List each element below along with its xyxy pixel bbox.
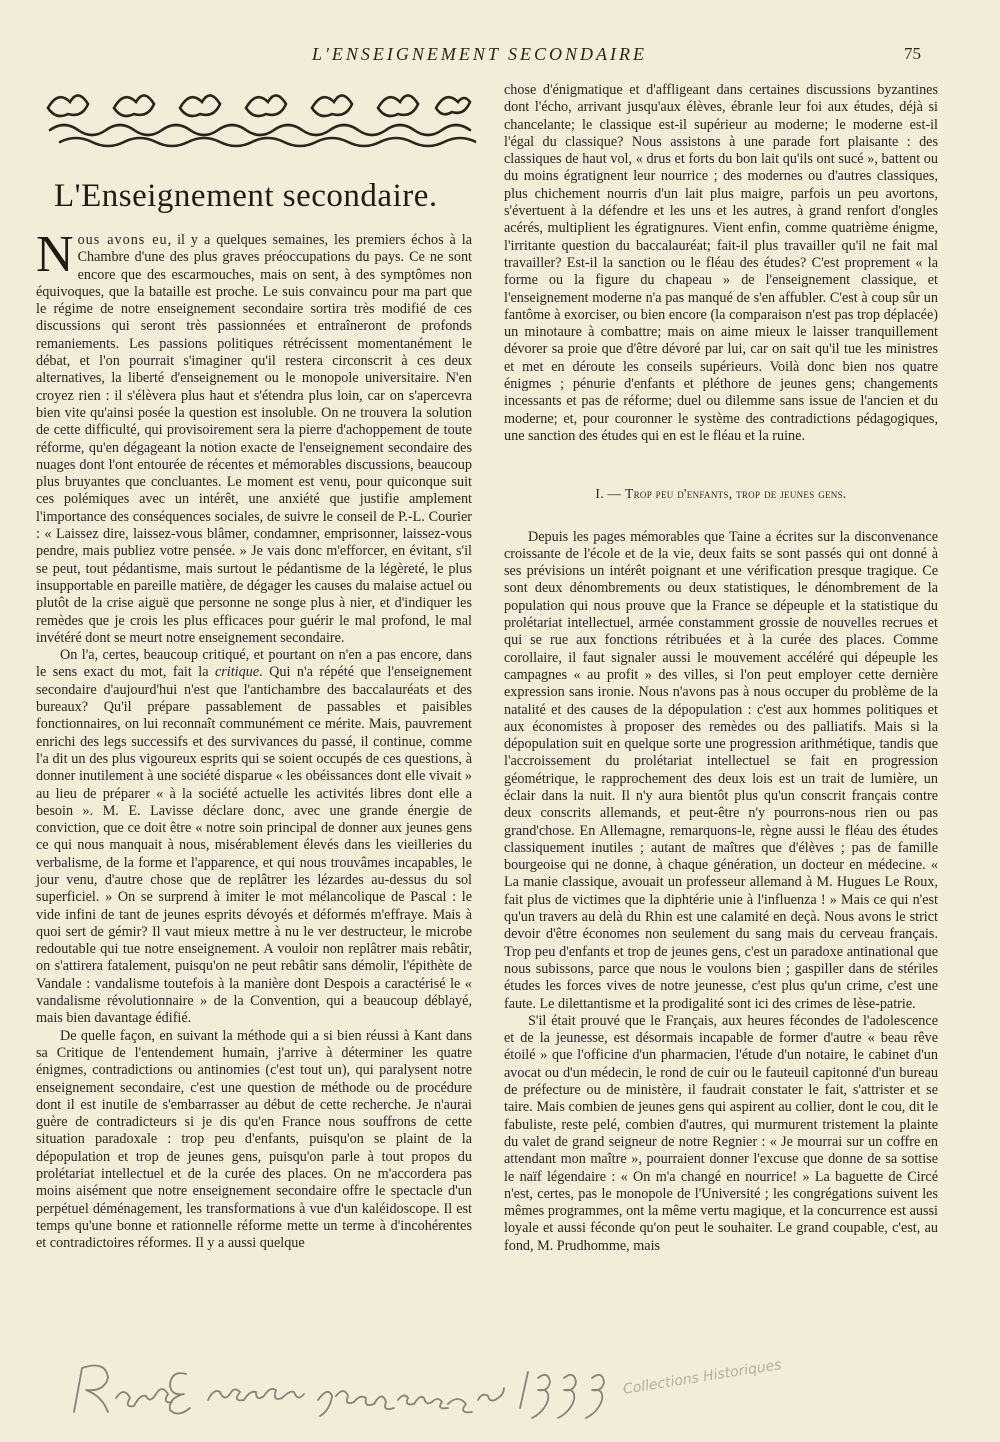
handwritten-annotation <box>68 1360 628 1422</box>
left-column <box>36 226 473 1253</box>
decorative-ornament <box>40 86 476 152</box>
emphasis: critique <box>214 664 260 681</box>
article-title: L'Enseignement secondaire. <box>54 178 438 214</box>
ornament-scroll-row <box>50 125 476 146</box>
section-heading <box>504 485 938 502</box>
page-number: 75 <box>904 44 921 63</box>
paragraph: De quelle façon, en suivant la méthode qui a si bien réussi à Kant dans sa Critique de l'entendement humain, j'arrive à déterminer les quatre énigmes, contradictions ou antinomies (c'est tout un), qui paralysent notre enseignement secondaire, c'est une question de méthode ou de procédure dont il est inutile de s'embarrasser au début de cette recherche. Je n'aurai guère de contradicteurs si je dis qu'en France nous souffrons de cette situation paradoxale : trop peu d'enfants, puisqu'on se plaint de la dépopulation et trop de jeunes gens, puisqu'on parle à tout propos du prolétariat intellectuel et de la curée des places. On ne m'accordera pas moins aisément que notre enseignement secondaire offre le spectacle d'un perpétuel déménagement, les transformations à vue d'un kaléidoscope. Il est temps qu'une bonne et rationnelle réforme mette un terme à d'incohérentes et contradictoires réformes. Il y a aussi quelque <box>36 1027 472 1252</box>
paragraph <box>36 647 472 1028</box>
paragraph-lead: ous avons eu <box>77 232 168 248</box>
right-column <box>504 82 938 1255</box>
drop-cap: N <box>36 226 74 283</box>
paragraph: chose d'énigmatique et d'affligeant dans certaines discussions byzantines dont l'écho, arrivant jusqu'aux élèves, ébranle leur foi aux études, déjà si chancelante; le classique est-il supérieur au moderne; le moderne est-il l'égal du classique? Nous assistons à une parade fort plaisante : des classiques de haut vol, « drus et forts du bon lait qu'ils ont sucé », battent ou du moins égratignent leur nourrice ; des modernes ou d'autres classiques, plus chichement nourris d'un lait plus maigre, parfois un peu avortons, s'évertuent à la défendre et les uns et les autres, à grand renfort d'ongles acérés, multiplient les égratignures. Vient enfin, comme quatrième énigme, l'irritante question du baccalauréat; fait-il plus travailler qu'il ne fait mal travailler? Est-il la sanction ou le fléau des études? C'est proprement « la forme ou la figure du chapeau » de l'enseignement classique, et l'enseignement moderne n'a pas manqué de s'en affubler. C'est à coup sûr un fantôme à exorciser, ou bien encore (la comparaison n'est pas trop déplacée) un minotaure à combattre; mais on aime mieux le laisser tranquillement dévorer sa proie que d'être dévoré par lui, car on sait qu'il tue les ministres et met en déroute les conseils supérieurs. Voilà donc bien nos quatre énigmes ; pénurie d'enfants et pléthore de jeunes gens; changements incessants et pas de réforme; duel ou dilemme sans issue de l'ancien et du moderne; et, pour couronner le système des contradictions pédagogiques, une sanction des études qui en est le fléau et la ruine. <box>504 82 938 444</box>
paragraph-text: , il y a quelques semaines, les premiers échos à la Chambre d'une des plus graves préoccupations du pays. Ce ne sont encore que des escarmouches, mais on sent, à des symptômes non équivoques, que la bataille est proche. Le suis convaincu pour ma part que le régime de notre enseignement secondaire sortira très modifié de ces discussions qui seront très passionnées et entraîneront de profonds remaniements. Les passions politiques rétrécissent momentanément le débat, et l'on pourrait s'imaginer qu'il restera circonscrit à ces deux alternatives, la liberté d'enseignement ou le monopole universitaire. N'en croyez rien : il s'élèvera plus haut et s'étendra plus loin, car on s'apercevra bien vite qu'ainsi posée la question est insoluble. On ne trouvera la solution de cette difficulté, qui provisoirement sera la pierre d'achoppement de toute réforme, qu'en dégageant la notion exacte de l'enseignement secondaire des nuages dont l'ont entourée de récentes et mémorables discussions, beaucoup plus bruyantes que concluantes. Le moment est venu, pour quiconque suit ces polémiques avec un intérêt, une anxiété que justifie amplement l'importance des conséquences sociales, de suivre le conseil de P.-L. Courier : « Laissez dire, laissez-vous blâmer, condamner, emprisonner, laissez-vous pendre, mais publiez votre pensée. » Je vais donc m'efforcer, en évitant, s'il se peut, tout pédantisme, mais surtout le pédantisme de la légèreté, le plus insupportable en pareille matière, de dégager les causes du malaise actuel ou plutôt de la crise aiguë que personne ne songe plus à nier, et d'indiquer les remèdes que je crois les plus efficaces pour guérir le mal profond, le mal invétéré dont se meurt notre enseignement secondaire. <box>36 232 473 646</box>
paragraph <box>36 226 473 647</box>
paragraph: Depuis les pages mémorables que Taine a écrites sur la disconvenance croissante de l'école et de la vie, deux faits se sont passés qui ont donné à ses prévisions un intérêt poignant et une vérification presque tragique. Ce sont deux dénombrements ou deux statistiques, le dénombrement de la population qui nous prouve que la France se dépeuple et la statistique du prolétariat intellectuel, armée constamment grossie de nouvelles recrues et qui se rue aux fonctions rétribuées et à la curée des places. Comme corollaire, il faut signaler aussi le mouvement accéléré qui dépeuple les campagnes « au profit » des villes, si l'on peut employer cette dernière expression sans ironie. Nous n'avons pas à nous occuper du problème de la natalité et des causes de la dépopulation : c'est aux hommes politiques et aux économistes à proposer des remèdes ou des palliatifs. Mais si la dépopulation suit en quelque sorte une progression arithmétique, tandis que l'accroissement du prolétariat intellectuel se fait en progression géométrique, le rapprochement des deux lois est un trait de lumière, un éclair dans la nuit. Il n'y aura bientôt plus qu'un conscrit français contre deux conscrits allemands, et peut-être n'y pourrons-nous rien ou pas grand'chose. En Allemagne, remarquons-le, règne aussi le fléau des études classiquement inutiles ; autant de maîtres que d'élèves ; pas de famille bourgeoise qui ne donne, à chaque génération, un docteur en médecine. « La manie classique, avouait un professeur allemand à M. Hugues Le Roux, fait plus de victimes que la diphtérie unie à l'influenza ! » Mais ce qui n'est qu'un travers au delà du Rhin est une calamité en deçà. Nous avons le strict devoir d'être économes non seulement du sang mais du cerveau français. Trop peu d'enfants et trop de jeunes gens, c'est un paradoxe antinational que nous subissons, parce que nous le voulons bien ; gaspiller dans de stériles études les forces vives de notre jeunesse, c'est plus qu'un crime, c'est une faute. Le dilettantisme et la prodigalité sont ici des crimes de lèse-patrie. <box>504 528 938 1012</box>
paragraph: S'il était prouvé que le Français, aux heures fécondes de l'adolescence et de la jeunesse, est désormais incapable de former d'autre « beau rêve étoilé » que l'officine d'un pharmacien, l'étude d'un notaire, le cabinet d'un avocat ou d'un médecin, le rond de cuir ou le fauteuil capitonné d'un bureau de préfecture ou de ministère, il faudrait constater le fait, s'attrister et se taire. Mais combien de jeunes gens qui aspirent au collier, dont le cou, dit le fabuliste, reste pelé, combien d'autres, qui murmurent tristement la plainte du valet de grand seigneur de notre Regnier : « Je mourrai sur un coffre en attendant mon maître », pourraient donner l'excuse que donne de sa sottise le naïf légendaire : « On m'a changé en nourrice! » La baguette de Circé n'est, certes, pas le monopole de l'Université ; les congrégations suivent les mêmes programmes, ont la même vertu magique, et la concurrence est aussi loyale et aussi féconde qu'on peut le souhaiter. Le grand coupable, c'est, au fond, M. Prudhomme, mais <box>504 1012 938 1254</box>
ornament-leaf-row <box>48 95 470 116</box>
paragraph-text: On l'a, certes, beaucoup critiqué, et pourtant on n'en a pas encore, dans le sens exact du mot, fait la <box>36 647 472 681</box>
paragraph-text: . Qui n'a répété que l'enseignement secondaire d'aujourd'hui n'est que l'antichambre des baccalauréats et des bureaux? Qu'il prépare passablement de passables et paisibles fonctionnaires, on lui reconnaît communément ce mérite. Mais, pauvrement enrichi des legs successifs et des survivances du passé, il continue, comme l'a dit un des plus vigoureux esprits qui se soient occupés de ces questions, à donner inutilement à une société disparue « les obéissances dont elle vivait » au lieu de préparer « à la société actuelle les activités libres dont elle a besoin ». M. E. Lavisse déclare donc, avec une grande énergie de conviction, que ce doit être « notre soin principal de donner aux jeunes gens ce qui nous manquait à nous, misérablement élevés dans les vieilleries du verbalisme, de la forme et l'apparence, et qui nous trouvâmes incapables, le jour venu, d'autre chose que de replâtrer les lézardes au-dessus du sol superficiel. » On se surprend à imiter le mot mélancolique de Pascal : le vide infini de tant de jeunes esprits dévoyés et déformés m'effraye. Mais à quoi sert de gémir? Il vaut mieux mettre à nu le ver destructeur, le microbe redoutable qui tue notre enseignement. A vouloir non replâtrer mais rebâtir, on s'attirera fatalement, puisqu'on ne peut rebâtir sans démolir, l'épithète de Vandale : vandalisme toutefois à la manière dont Despois a caractérisé le « vandalisme révolutionnaire » de la Convention, qui a beaucoup déblayé, mais bien davantage édifié. <box>36 664 472 1027</box>
section-number: I. — <box>595 486 622 502</box>
running-title: L'ENSEIGNEMENT SECONDAIRE <box>312 44 648 64</box>
running-head <box>0 40 1000 70</box>
section-title: Trop peu d'enfants, trop de jeunes gens. <box>625 486 847 502</box>
collection-stamp: Collections Historiques <box>622 1356 783 1398</box>
